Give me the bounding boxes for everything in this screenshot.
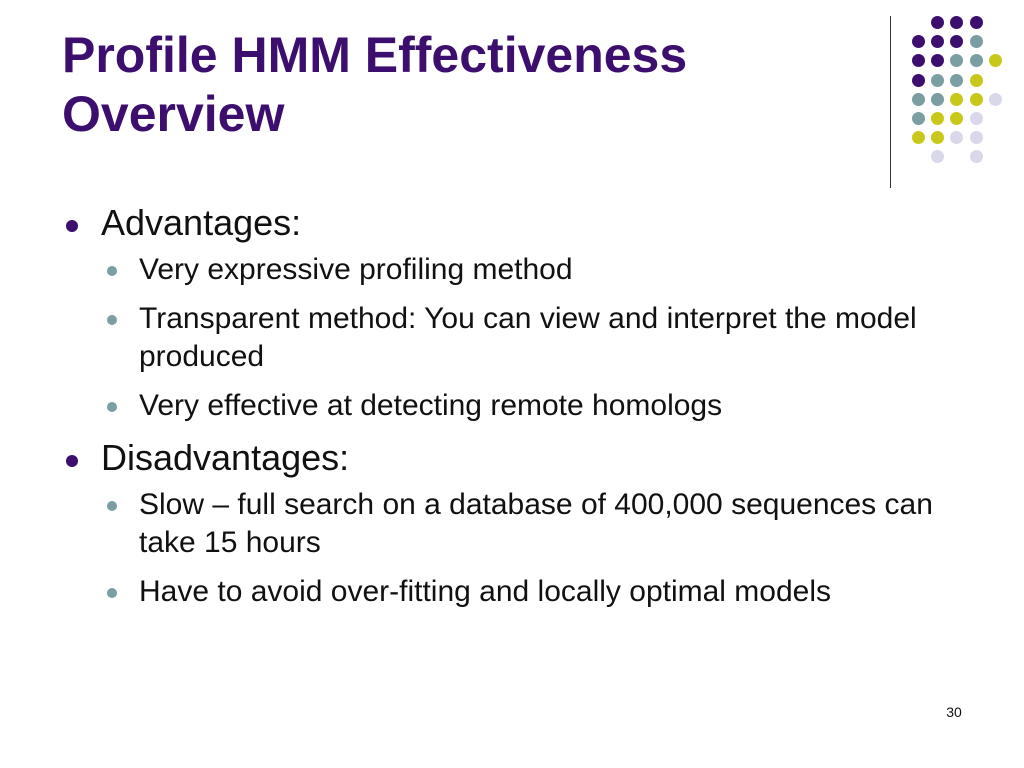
bullet-advantages: [62, 201, 962, 245]
decorative-dot: [931, 112, 944, 125]
decorative-dot: [970, 74, 983, 87]
decorative-dot: [931, 150, 944, 163]
decorative-dot: [970, 131, 983, 144]
decorative-dot: [970, 54, 983, 67]
bullet-disadvantages: [62, 436, 962, 480]
decorative-dot: [970, 93, 983, 106]
decorative-dot: [912, 93, 925, 106]
sub-bullet-item: [62, 573, 962, 611]
decorative-dot: [950, 93, 963, 106]
decorative-dot: [912, 74, 925, 87]
decorative-dot: [931, 131, 944, 144]
disadvantages-sublist: [62, 486, 962, 611]
decorative-dot: [950, 35, 963, 48]
decorative-dot: [950, 54, 963, 67]
bullet-icon: [66, 220, 78, 232]
decorative-dot: [970, 150, 983, 163]
decorative-dot: [970, 16, 983, 29]
slide-title-line-1: Profile HMM Effectiveness: [62, 27, 688, 83]
sub-bullet-icon: [107, 501, 117, 511]
sub-bullet-item: [62, 486, 962, 562]
sub-bullet-text: Very expressive profiling method: [139, 253, 573, 286]
slide-title-line-2: Overview: [62, 86, 285, 142]
decorative-divider-line: [890, 16, 891, 188]
bullet-label: Disadvantages:: [101, 437, 350, 478]
decorative-dot: [912, 112, 925, 125]
sub-bullet-text: Very effective at detecting remote homologs: [139, 389, 723, 422]
decorative-dot: [931, 35, 944, 48]
decorative-dot: [950, 16, 963, 29]
sub-bullet-icon: [107, 315, 117, 325]
decorative-dot: [931, 93, 944, 106]
sub-bullet-text: Transparent method: You can view and interpret the model produced: [139, 302, 917, 373]
sub-bullet-text: Slow – full search on a database of 400,000 sequences can take 15 hours: [139, 488, 933, 559]
sub-bullet-icon: [107, 588, 117, 598]
decorative-dot: [950, 131, 963, 144]
decorative-dot: [931, 74, 944, 87]
sub-bullet-item: [62, 251, 962, 289]
sub-bullet-item: [62, 300, 962, 376]
decorative-dot: [950, 112, 963, 125]
advantages-sublist: [62, 251, 962, 425]
bullet-label: Advantages:: [101, 202, 302, 243]
decorative-dot: [989, 93, 1002, 106]
slide-title: [62, 26, 862, 144]
bullet-list: [62, 195, 962, 622]
decorative-dot: [931, 16, 944, 29]
decorative-dot: [950, 74, 963, 87]
bullet-icon: [66, 455, 78, 467]
decorative-dot: [989, 54, 1002, 67]
page-number: 30: [946, 704, 962, 720]
decorative-dot: [970, 35, 983, 48]
decorative-dot: [970, 112, 983, 125]
sub-bullet-icon: [107, 402, 117, 412]
sub-bullet-item: [62, 387, 962, 425]
sub-bullet-text: Have to avoid over-fitting and locally optimal models: [139, 575, 832, 608]
decorative-dot: [912, 131, 925, 144]
decorative-dot: [931, 54, 944, 67]
decorative-dot: [912, 35, 925, 48]
sub-bullet-icon: [107, 266, 117, 276]
decorative-dot: [912, 54, 925, 67]
